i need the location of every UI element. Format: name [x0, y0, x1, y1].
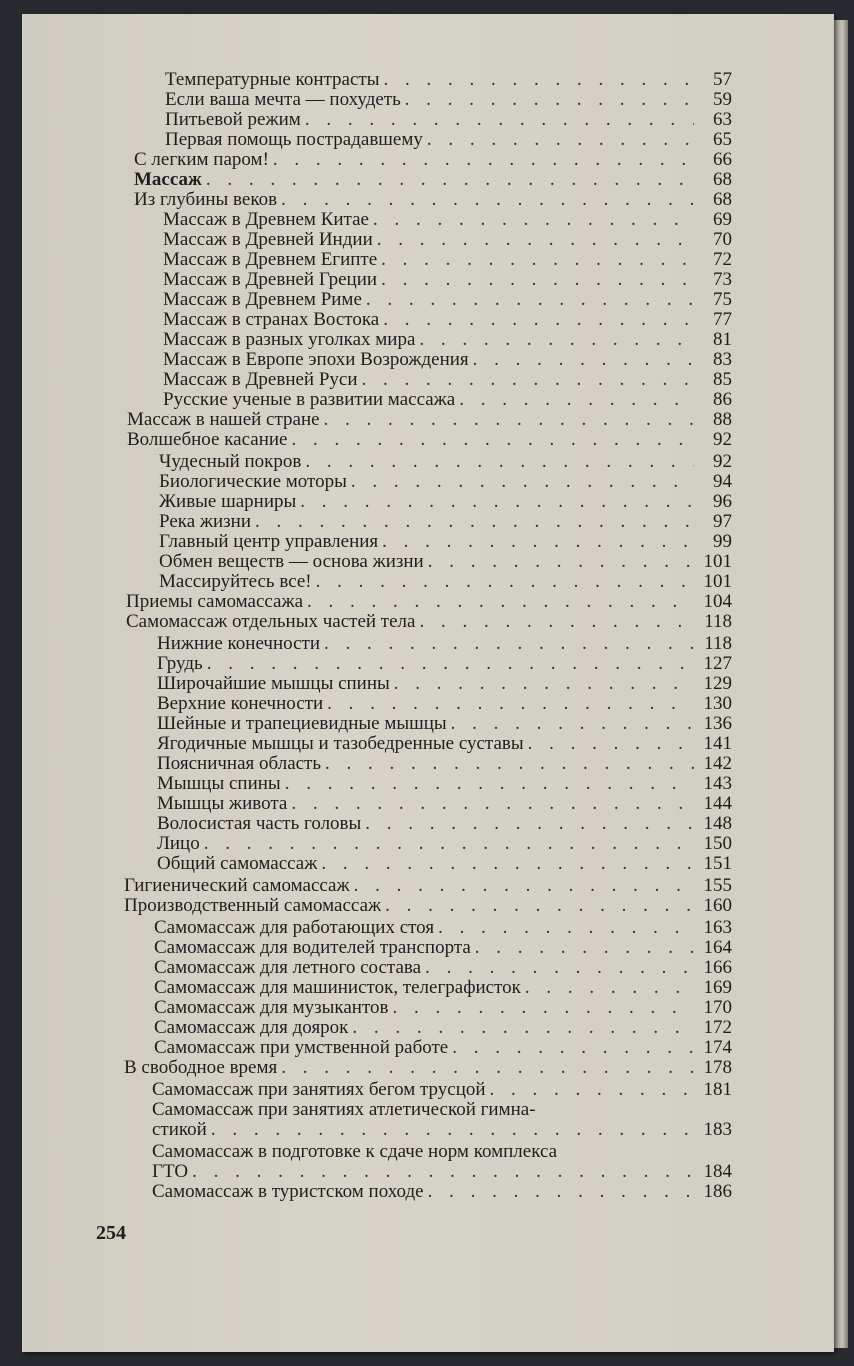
- toc-entry-title: Массаж в Древнем Риме: [163, 289, 362, 310]
- toc-entry: [163, 230, 732, 250]
- toc-entry: [152, 1162, 732, 1182]
- toc-dot-leader: [300, 492, 694, 512]
- toc-entry-page: 160: [703, 895, 732, 916]
- toc-entry: [163, 330, 732, 350]
- toc-entry: [159, 532, 732, 552]
- book-page: [22, 14, 834, 1352]
- toc-entry-page: 72: [713, 249, 732, 270]
- toc-entry: [154, 938, 732, 958]
- toc-entry: [163, 390, 732, 410]
- toc-entry-page: 183: [703, 1119, 732, 1140]
- toc-entry-title: Ягодичные мышцы и тазобедренные суставы: [157, 733, 524, 754]
- toc-entry-page: 155: [703, 875, 732, 896]
- toc-dot-leader: [206, 170, 694, 190]
- toc-entry-page: 59: [713, 89, 732, 110]
- toc-dot-leader: [365, 814, 694, 834]
- toc-entry-title: С легким паром!: [134, 149, 269, 170]
- toc-entry: [157, 854, 732, 874]
- toc-entry-title: Самомассаж для доярок: [154, 1017, 349, 1038]
- toc-entry: [157, 674, 732, 694]
- table-of-contents: [22, 14, 834, 1352]
- toc-entry-page: 178: [703, 1057, 732, 1078]
- toc-entry-title: Поясничная область: [157, 753, 322, 774]
- toc-entry-page: 92: [713, 451, 732, 472]
- toc-dot-leader: [325, 754, 694, 774]
- toc-entry-page: 136: [703, 713, 732, 734]
- toc-entry-page: 96: [713, 491, 732, 512]
- toc-entry-page: 75: [713, 289, 732, 310]
- toc-entry-title: Мышцы спины: [157, 773, 281, 794]
- toc-dot-leader: [207, 654, 694, 674]
- toc-entry-title: Самомассаж для водителей транспорта: [154, 937, 471, 958]
- toc-entry-title: Массаж в Древней Руси: [163, 369, 358, 390]
- toc-entry: [157, 734, 732, 754]
- toc-entry: [163, 310, 732, 330]
- toc-entry: [152, 1120, 732, 1140]
- toc-dot-leader: [381, 250, 694, 270]
- toc-entry: [134, 150, 732, 170]
- toc-entry-page: 81: [713, 329, 732, 350]
- toc-dot-leader: [428, 1182, 694, 1202]
- toc-entry: [163, 350, 732, 370]
- toc-entry: [159, 472, 732, 492]
- toc-entry: [127, 430, 732, 450]
- toc-dot-leader: [382, 532, 694, 552]
- toc-entry-title: Первая помощь пострадавшему: [165, 129, 423, 150]
- toc-entry: [157, 774, 732, 794]
- toc-entry-title: В свободное время: [124, 1057, 278, 1078]
- toc-dot-leader: [321, 854, 694, 874]
- toc-dot-leader: [291, 430, 694, 450]
- toc-entry-page: 63: [713, 109, 732, 130]
- toc-entry-page: 104: [703, 591, 732, 612]
- toc-dot-leader: [281, 1058, 694, 1078]
- toc-entry: [157, 794, 732, 814]
- toc-entry-title: Из глубины веков: [134, 189, 278, 210]
- toc-entry: [165, 90, 732, 110]
- toc-entry-title: Массаж в Древней Греции: [163, 269, 378, 290]
- toc-dot-leader: [291, 794, 694, 814]
- toc-entry-page: 129: [703, 673, 732, 694]
- toc-entry: [154, 918, 732, 938]
- toc-dot-leader: [305, 452, 694, 472]
- toc-entry-page: 181: [703, 1079, 732, 1100]
- toc-dot-leader: [211, 1120, 694, 1140]
- toc-entry-title: Обмен веществ — основа жизни: [159, 551, 424, 572]
- toc-entry-title: Массаж в Древнем Египте: [163, 249, 378, 270]
- toc-entry-title: Грудь: [157, 653, 203, 674]
- toc-dot-leader: [394, 674, 694, 694]
- toc-entry: [157, 834, 732, 854]
- toc-dot-leader: [383, 70, 694, 90]
- toc-entry-title: Верхние конечности: [157, 693, 324, 714]
- toc-entry: [159, 552, 732, 572]
- toc-entry: [163, 270, 732, 290]
- toc-entry: [165, 110, 732, 130]
- page-edge: [834, 20, 848, 1348]
- toc-dot-leader: [459, 390, 694, 410]
- toc-dot-leader: [285, 774, 694, 794]
- toc-entry-title: Самомассаж отдельных частей тела: [126, 611, 416, 632]
- toc-entry: [159, 492, 732, 512]
- toc-entry: [152, 1080, 732, 1100]
- toc-entry: [127, 410, 732, 430]
- toc-entry-page: 86: [713, 389, 732, 410]
- toc-entry-page: 144: [703, 793, 732, 814]
- toc-entry: [165, 70, 732, 90]
- toc-dot-leader: [307, 592, 694, 612]
- toc-entry-title: Самомассаж для работающих стоя: [154, 917, 435, 938]
- toc-dot-leader: [377, 230, 694, 250]
- toc-dot-leader: [475, 938, 694, 958]
- toc-entry-page: 174: [703, 1037, 732, 1058]
- toc-entry-page: 169: [703, 977, 732, 998]
- toc-entry-page: 77: [713, 309, 732, 330]
- toc-entry: [157, 714, 732, 734]
- toc-dot-leader: [427, 130, 694, 150]
- toc-entry-title: Если ваша мечта — похудеть: [165, 89, 401, 110]
- toc-entry-page: 141: [703, 733, 732, 754]
- toc-entry-title: Волосистая часть головы: [157, 813, 362, 834]
- toc-entry: [152, 1142, 557, 1162]
- toc-entry-title: Нижние конечности: [157, 633, 321, 654]
- toc-entry: [157, 754, 732, 774]
- toc-dot-leader: [419, 330, 694, 350]
- toc-entry-title: Массаж в Европе эпохи Возрождения: [163, 349, 469, 370]
- toc-entry-page: 151: [703, 853, 732, 874]
- toc-entry: [154, 998, 732, 1018]
- toc-entry-page: 148: [703, 813, 732, 834]
- toc-dot-leader: [373, 210, 694, 230]
- toc-entry-page: 130: [703, 693, 732, 714]
- toc-entry-page: 83: [713, 349, 732, 370]
- toc-entry-title: Температурные контрасты: [165, 69, 380, 90]
- toc-entry: [159, 452, 732, 472]
- toc-entry: [163, 250, 732, 270]
- toc-dot-leader: [490, 1080, 694, 1100]
- toc-entry-title: Питьевой режим: [165, 109, 301, 130]
- toc-dot-leader: [393, 998, 694, 1018]
- toc-entry-page: 65: [713, 129, 732, 150]
- toc-entry: [126, 592, 732, 612]
- toc-entry-title: Река жизни: [159, 511, 252, 532]
- toc-entry-page: 101: [703, 571, 732, 592]
- toc-dot-leader: [452, 1038, 694, 1058]
- toc-dot-leader: [428, 552, 694, 572]
- toc-entry-page: 97: [713, 511, 732, 532]
- toc-entry-title: Самомассаж при занятиях атлетической гимна-: [152, 1099, 536, 1120]
- toc-entry-page: 73: [713, 269, 732, 290]
- toc-dot-leader: [204, 834, 694, 854]
- toc-dot-leader: [354, 876, 694, 896]
- toc-entry-page: 88: [713, 409, 732, 430]
- toc-entry-title: Самомассаж для летного состава: [154, 957, 422, 978]
- toc-entry-title: Волшебное касание: [127, 429, 288, 450]
- toc-dot-leader: [383, 310, 694, 330]
- toc-entry-page: 57: [713, 69, 732, 90]
- toc-dot-leader: [425, 958, 694, 978]
- toc-entry-title: стикой: [152, 1119, 207, 1140]
- toc-entry: [154, 1038, 732, 1058]
- toc-entry-title: Живые шарниры: [159, 491, 297, 512]
- toc-entry-page: 163: [703, 917, 732, 938]
- toc-dot-leader: [281, 190, 694, 210]
- page-number: 254: [96, 1222, 126, 1244]
- toc-entry-page: 142: [703, 753, 732, 774]
- toc-dot-leader: [419, 612, 694, 632]
- toc-entry-page: 70: [713, 229, 732, 250]
- toc-entry-title: Самомассаж при занятиях бегом трусцой: [152, 1079, 486, 1100]
- toc-entry-page: 164: [703, 937, 732, 958]
- toc-entry-title: Мышцы живота: [157, 793, 288, 814]
- toc-dot-leader: [352, 1018, 694, 1038]
- toc-dot-leader: [362, 370, 694, 390]
- toc-entry: [165, 130, 732, 150]
- toc-dot-leader: [316, 572, 694, 592]
- toc-dot-leader: [327, 694, 694, 714]
- toc-dot-leader: [255, 512, 694, 532]
- toc-entry-page: 68: [713, 189, 732, 210]
- toc-entry-title: ГТО: [152, 1161, 189, 1182]
- toc-dot-leader: [324, 410, 694, 430]
- toc-entry-title: Массаж в Древней Индии: [163, 229, 373, 250]
- toc-entry: [157, 634, 732, 654]
- toc-dot-leader: [438, 918, 694, 938]
- toc-entry: [124, 896, 732, 916]
- toc-entry-title: Массаж в Древнем Китае: [163, 209, 369, 230]
- toc-entry-page: 172: [703, 1017, 732, 1038]
- toc-entry-page: 69: [713, 209, 732, 230]
- toc-entry-title: Широчайшие мышцы спины: [157, 673, 390, 694]
- toc-dot-leader: [473, 350, 694, 370]
- toc-entry: [154, 1018, 732, 1038]
- toc-entry: [134, 170, 732, 190]
- toc-entry-page: 101: [703, 551, 732, 572]
- toc-entry-title: Главный центр управления: [159, 531, 379, 552]
- toc-dot-leader: [525, 978, 694, 998]
- toc-entry: [124, 876, 732, 896]
- toc-entry-title: Шейные и трапециевидные мышцы: [157, 713, 447, 734]
- toc-entry: [157, 814, 732, 834]
- toc-dot-leader: [451, 714, 694, 734]
- toc-entry: [126, 612, 732, 632]
- toc-entry-title: Самомассаж для музыкантов: [154, 997, 389, 1018]
- toc-entry-page: 143: [703, 773, 732, 794]
- toc-entry-page: 170: [703, 997, 732, 1018]
- toc-entry-title: Приемы самомассажа: [126, 591, 304, 612]
- toc-dot-leader: [324, 634, 694, 654]
- toc-entry: [154, 978, 732, 998]
- toc-entry-page: 118: [704, 611, 732, 632]
- toc-entry-title: Гигиенический самомассаж: [124, 875, 350, 896]
- toc-entry-title: Самомассаж при умственной работе: [154, 1037, 449, 1058]
- toc-entry-page: 184: [703, 1161, 732, 1182]
- toc-entry: [134, 190, 732, 210]
- toc-entry-page: 85: [713, 369, 732, 390]
- toc-entry: [157, 654, 732, 674]
- toc-entry-title: Биологические моторы: [159, 471, 347, 492]
- toc-entry-title: Общий самомассаж: [157, 853, 318, 874]
- toc-entry-page: 118: [704, 633, 732, 654]
- toc-entry: [152, 1100, 536, 1120]
- toc-entry: [163, 370, 732, 390]
- toc-entry-title: Производственный самомассаж: [124, 895, 382, 916]
- toc-dot-leader: [351, 472, 694, 492]
- toc-entry-title: Чудесный покров: [159, 451, 302, 472]
- toc-entry: [124, 1058, 732, 1078]
- toc-entry-title: Лицо: [157, 833, 200, 854]
- toc-entry-page: 99: [713, 531, 732, 552]
- toc-entry-title: Массаж в странах Востока: [163, 309, 380, 330]
- toc-entry-page: 92: [713, 429, 732, 450]
- toc-entry: [157, 694, 732, 714]
- toc-dot-leader: [381, 270, 694, 290]
- toc-entry-title: Самомассаж в туристском походе: [152, 1181, 424, 1202]
- toc-entry-page: 166: [703, 957, 732, 978]
- toc-dot-leader: [366, 290, 694, 310]
- toc-dot-leader: [273, 150, 694, 170]
- toc-entry-title: Самомассаж для машинисток, телеграфисток: [154, 977, 521, 998]
- toc-entry-page: 66: [713, 149, 732, 170]
- toc-dot-leader: [305, 110, 694, 130]
- toc-entry-page: 186: [703, 1181, 732, 1202]
- toc-entry-page: 94: [713, 471, 732, 492]
- toc-entry: [159, 572, 732, 592]
- toc-entry-title: Русские ученые в развитии массажа: [163, 389, 456, 410]
- toc-entry-title: Массаж в нашей стране: [127, 409, 320, 430]
- toc-entry: [152, 1182, 732, 1202]
- toc-dot-leader: [528, 734, 694, 754]
- toc-entry-page: 68: [713, 169, 732, 190]
- toc-dot-leader: [385, 896, 694, 916]
- toc-entry-title: Массаж: [134, 169, 202, 190]
- toc-entry-title: Массаж в разных уголках мира: [163, 329, 416, 350]
- toc-dot-leader: [405, 90, 694, 110]
- toc-entry: [159, 512, 732, 532]
- toc-entry-title: Массируйтесь все!: [159, 571, 312, 592]
- toc-entry-title: Самомассаж в подготовке к сдаче норм комплекса: [152, 1141, 558, 1162]
- toc-entry-page: 127: [703, 653, 732, 674]
- toc-entry: [163, 210, 732, 230]
- toc-entry: [163, 290, 732, 310]
- toc-entry-page: 150: [703, 833, 732, 854]
- toc-dot-leader: [192, 1162, 694, 1182]
- toc-entry: [154, 958, 732, 978]
